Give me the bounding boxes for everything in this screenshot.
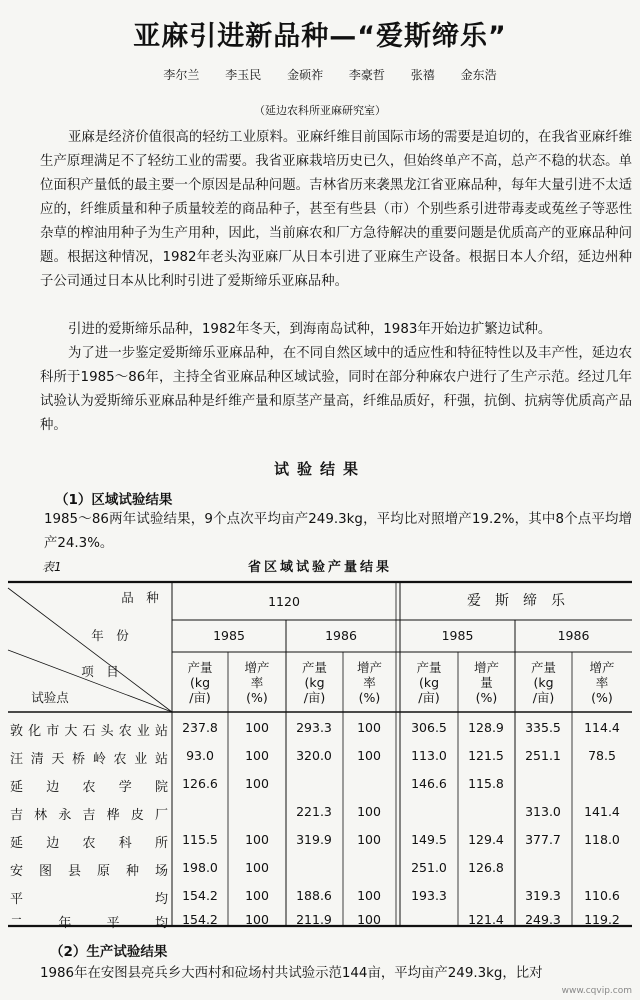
author: 李玉民 [225,68,262,82]
affiliation: （延边农科所亚麻研究室） [254,104,386,117]
table-cell: 100 [245,860,269,875]
table-cell: 118.0 [584,832,620,847]
header-item: 项 目 [81,664,119,679]
author: 李尔兰 [163,68,200,82]
year-header: 1986 [325,628,357,643]
paragraph-regional-result: 1985～86两年试验结果，9个点次平均亩产249.3kg，平均比对照增产19.2%，其中8个点平均增产24.3%。 [44,512,632,551]
table-cell: 100 [357,912,381,927]
table-cell: 114.4 [584,720,620,735]
header-rate: 增产 率 (%) [356,660,382,705]
header-yield: 产量 (kg /亩) [530,660,556,705]
header-variety: 品 种 [121,590,159,605]
table-row-site: 吉林永吉桦皮厂 [10,808,168,823]
table-cell: 221.3 [296,804,332,819]
table-cell: 319.3 [525,888,561,903]
article-title: 亚麻引进新品种—“爱斯缔乐” [133,21,507,52]
author: 张禧 [410,68,435,82]
table-cell: 129.4 [468,832,504,847]
table-cell: 110.6 [584,888,620,903]
table-row-site: 延边农科所 [10,836,168,851]
header-rate: 增产 率 (%) [589,660,615,705]
table-row-site: 平 均 [10,892,168,907]
table-cell: 126.6 [182,776,218,791]
table-cell: 128.9 [468,720,504,735]
table-cell: 251.0 [411,860,447,875]
table-cell: 320.0 [296,748,332,763]
table-cell: 198.0 [182,860,218,875]
table-cell: 149.5 [411,832,447,847]
table-cell: 335.5 [525,720,561,735]
table-cell: 306.5 [411,720,447,735]
table-row-site: 安图县原种场 [10,864,168,879]
table-label: 表1 [42,560,62,574]
table-cell: 313.0 [525,804,561,819]
table-cell: 100 [245,888,269,903]
table-cell: 119.2 [584,912,620,927]
table-cell: 141.4 [584,804,620,819]
author: 金硕祚 [287,68,324,82]
table-cell: 100 [245,720,269,735]
header-yield: 产量 (kg /亩) [416,660,442,705]
subheading-production-trial: （2）生产试验结果 [50,944,168,960]
table-cell: 100 [245,748,269,763]
table-cell: 100 [357,720,381,735]
table-cell: 100 [245,776,269,791]
table-cell: 115.5 [182,832,218,847]
table-row-site: 汪清天桥岭农业站 [10,752,168,767]
paragraph-intro: 亚麻是经济价值很高的轻纺工业原料。亚麻纤维目前国际市场的需要是迫切的，在我省亚麻纤维生产原理满足不了轻纺工业的需要。我省亚麻栽培历史已久，但始终单产不高，总产不稳的状态。单位面积产量低的最主要一个原因是品种问题。吉林省历来袭黑龙江省亚麻品种，每年大量引进不太适应的，纤维质量和种子质量较差的商品种子，甚至有些县（市）个别些系引进带毒麦或菟丝子等恶性杂草的榨油用种子为生产用种，因此，当前麻农和厂方急待解决的重要问题是优质高产的亚麻品种问题。根据这种情况，1982年老头沟亚麻厂从日本引进了亚麻生产设备。根据日本人介绍，延边州种子公司通过日本从比利时引进了爱斯缔乐亚麻品种。 [40,130,632,289]
table-cell: 121.5 [468,748,504,763]
table-cell: 100 [357,748,381,763]
paragraph-production-result: 1986年在安图县亮兵乡大西村和砬场村共试验示范144亩，平均亩产249.3kg，比对 [40,966,543,981]
table-row-site: 二 年 平 均 [10,916,168,931]
table-cell: 293.3 [296,720,332,735]
table-caption: 省区域试验产量结果 [247,560,392,575]
year-header: 1986 [557,628,590,643]
paragraph-purpose: 为了进一步鉴定爱斯缔乐亚麻品种，在不同自然区域中的适应性和特征特性以及丰产性，延边农科所于1985～86年，主持全省亚麻品种区域试验，同时在部分种麻农户进行了生产示范。经过几年试验认为爱斯缔乐亚麻品种是纤维产量和原茎产量高，纤维品质好，秆强，抗倒、抗病等优质高产品种。 [40,346,632,433]
table-cell: 100 [245,832,269,847]
table-cell: 100 [245,912,269,927]
watermark: www.cqvip.com [561,986,632,996]
table-cell: 193.3 [411,888,447,903]
table-cell: 113.0 [411,748,447,763]
header-year: 年 份 [91,628,129,643]
header-increase: 增产 量 (%) [473,660,499,705]
year-header: 1985 [213,628,245,643]
table-cell: 188.6 [296,888,332,903]
table-cell: 319.9 [296,832,332,847]
table-cell: 154.2 [182,912,218,927]
year-header: 1985 [441,628,474,643]
table-cell: 100 [357,888,381,903]
table-cell: 93.0 [186,748,214,763]
table-cell: 121.4 [468,912,504,927]
variety-1120: 1120 [268,594,300,609]
author: 金东浩 [460,68,497,82]
table-row-site: 敦化市大石头农业站 [10,724,168,739]
header-yield: 产量 (kg /亩) [187,660,213,705]
table-cell: 249.3 [525,912,561,927]
table-cell: 154.2 [182,888,218,903]
table-cell: 377.7 [525,832,561,847]
section-heading: 试验结果 [273,460,366,478]
table-cell: 78.5 [588,748,616,763]
table-cell: 126.8 [468,860,504,875]
table-cell: 251.1 [525,748,561,763]
header-rate: 增产 率 (%) [244,660,270,705]
paragraph-trial-history: 引进的爱斯缔乐品种，1982年冬天，到海南岛试种，1983年开始边扩繁边试种。 [68,322,552,337]
table-row-site: 延边农学院 [10,780,168,795]
table-cell: 100 [357,804,381,819]
table-cell: 115.8 [468,776,504,791]
table-cell: 146.6 [411,776,447,791]
header-yield: 产量 (kg /亩) [301,660,327,705]
table-cell: 237.8 [182,720,218,735]
table-cell: 211.9 [296,912,332,927]
subheading-regional-trial: （1）区域试验结果 [55,492,173,508]
variety-aisidile: 爱 斯 缔 乐 [467,593,565,609]
table-cell: 100 [357,832,381,847]
author: 李豪哲 [348,68,385,82]
header-site: 试验点 [31,690,69,705]
